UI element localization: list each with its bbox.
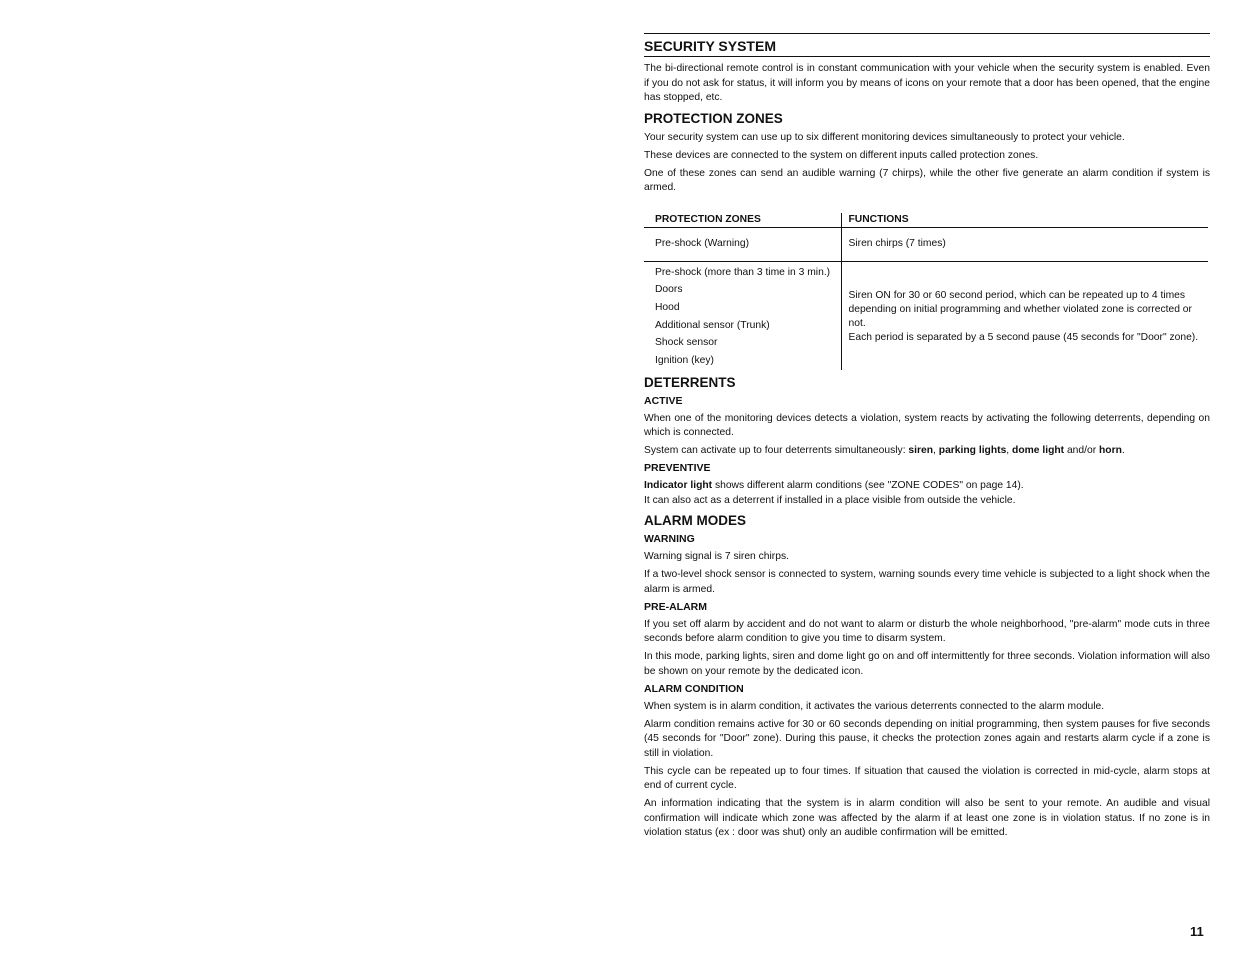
protection-zones-table [644, 213, 1208, 370]
page-number: 11 [1190, 924, 1204, 939]
condition-p1: When system is in alarm condition, it activates the various deterrents connected to the alarm module. [644, 700, 1105, 712]
table-cell-zone-list [644, 261, 841, 370]
condition-p2: Alarm condition remains active for 30 or 60 seconds depending on initial programming, then system pauses for five seconds (45 seconds for "Door" zone). During this pause, it checks the protection zones again and restarts alarm cycle if a zone is still in violation. [644, 718, 1210, 759]
condition-p4: An information indicating that the system is in alarm condition will also be sent to your remote. An audible and visual confirmation will indicate which zone was affected by the alarm if at least one zone is in violation status. If no zone is in violation status (ex : door was shut) only an audible confirmation will be emitted. [644, 798, 1210, 839]
prealarm-p2: In this mode, parking lights, siren and dome light go on and off intermittently for three seconds. Violation information will also be shown on your remote by the dedicated icon. [644, 651, 1210, 677]
table-header-zones: PROTECTION ZONES [644, 213, 841, 228]
preventive-p [644, 479, 1210, 508]
zone-item: Pre-shock (more than 3 time in 3 min.) [655, 266, 831, 278]
zone-item: Ignition (key) [655, 355, 714, 367]
active-subheading: ACTIVE [644, 394, 683, 407]
active-p2 [644, 444, 1210, 459]
indicator-light-label: Indicator light [644, 480, 713, 492]
zone-item: Additional sensor (Trunk) [655, 319, 770, 331]
security-intro: The bi-directional remote control is in constant communication with your vehicle when the security system is enabled. Even if you do not ask for status, it will inform you by means of icons on your remote that a door has been opened, that the engine has stopped, etc. [644, 63, 1210, 103]
warning-p1: Warning signal is 7 siren chirps. [644, 551, 789, 563]
table-cell-function [841, 261, 1208, 370]
table-row [644, 261, 1208, 370]
warning-subheading: WARNING [644, 533, 695, 546]
function-line-1: Siren ON for 30 or 60 second period, which can be repeated up to 4 times depending on initial programming and whether violated zone is corrected or not. [848, 289, 1192, 329]
preventive-subheading: PREVENTIVE [644, 462, 711, 475]
security-system-heading: SECURITY SYSTEM [644, 34, 1210, 57]
protection-p1: Your security system can use up to six different monitoring devices simultaneously to protect your vehicle. [644, 131, 1125, 143]
alarm-modes-heading: ALARM MODES [644, 513, 746, 529]
table-header-functions: FUNCTIONS [841, 213, 1208, 228]
period: . [1121, 445, 1125, 457]
protection-p2: These devices are connected to the system on different inputs called protection zones. [644, 149, 1039, 161]
table-row [644, 227, 1208, 261]
zone-item: Hood [655, 301, 680, 313]
function-line-2: Each period is separated by a 5 second pause (45 seconds for "Door" zone). [848, 331, 1199, 343]
active-p1: When one of the monitoring devices detects a violation, system reacts by activating the following deterrents, depending on which is connected. [644, 412, 1210, 439]
dome-light-label: dome light [1012, 445, 1065, 457]
condition-p3: This cycle can be repeated up to four times. If situation that caused the violation is corrected in mid-cycle, alarm stops at end of current cycle. [644, 765, 1210, 792]
zone-item: Doors [655, 284, 683, 296]
manual-page-column [644, 33, 1210, 844]
zone-item: Shock sensor [655, 337, 718, 349]
protection-zones-heading: PROTECTION ZONES [644, 110, 783, 126]
table-header-row [644, 213, 1208, 228]
table-cell-function: Siren chirps (7 times) [841, 227, 1208, 261]
separator: , [933, 445, 939, 457]
prealarm-subheading: PRE-ALARM [644, 600, 707, 613]
indicator-line2: It can also act as a deterrent if installed in a place visible from outside the vehicle. [644, 494, 1016, 506]
separator: , [1006, 445, 1013, 457]
deterrents-heading: DETERRENTS [644, 374, 736, 390]
warning-p2: If a two-level shock sensor is connected to system, warning sounds every time vehicle is subjected to a light shock when the alarm is armed. [644, 569, 1210, 595]
prealarm-p1: If you set off alarm by accident and do not want to alarm or disturb the whole neighborhood, "pre-alarm" mode cuts in three seconds before alarm condition to give you time to disarm system. [644, 618, 1210, 645]
alarm-condition-subheading: ALARM CONDITION [644, 682, 744, 695]
siren-label: siren [908, 445, 934, 457]
active-p2-prefix: System can activate up to four deterrents simultaneously: [644, 445, 909, 457]
and-or-text: and/or [1064, 445, 1100, 457]
protection-p3: One of these zones can send an audible warning (7 chirps), while the other five generate an alarm condition if system is armed. [644, 167, 1210, 193]
parking-lights-label: parking lights [938, 445, 1007, 457]
indicator-text: shows different alarm conditions (see "ZONE CODES" on page 14). [712, 480, 1024, 492]
table-cell-zone: Pre-shock (Warning) [644, 227, 841, 261]
horn-label: horn [1099, 445, 1122, 457]
